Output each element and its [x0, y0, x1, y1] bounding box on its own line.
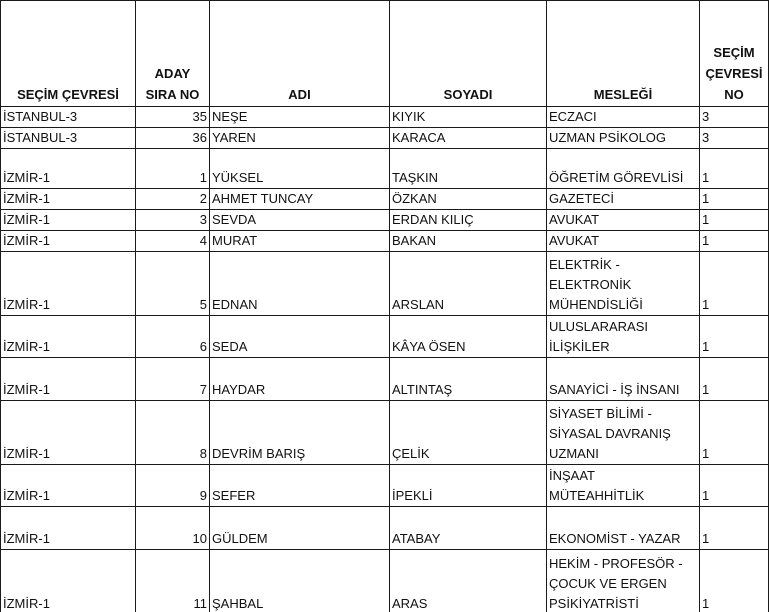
meslek-line: ELEKTRONİK: [549, 277, 632, 292]
cell-secim-cevresi[interactable]: İZMİR-1: [1, 465, 136, 507]
cell-meslegi[interactable]: [547, 550, 700, 612]
cell-secim-cevresi[interactable]: İZMİR-1: [1, 231, 136, 252]
cell-secim-cevresi-no[interactable]: 3: [700, 128, 769, 149]
meslek-line: AVUKAT: [549, 233, 600, 248]
cell-secim-cevresi[interactable]: İZMİR-1: [1, 189, 136, 210]
meslek-line: ULUSLARARASI: [549, 319, 648, 334]
cell-aday-sira-no[interactable]: 1: [136, 149, 210, 189]
cell-aday-sira-no[interactable]: 11: [136, 550, 210, 612]
cell-soyadi[interactable]: ÇELİK: [390, 401, 547, 465]
cell-aday-sira-no[interactable]: 7: [136, 358, 210, 401]
table-row: [1, 231, 769, 252]
cell-secim-cevresi-no[interactable]: 1: [700, 210, 769, 231]
meslek-line: ECZACI: [549, 109, 597, 124]
meslek-line: MÜHENDİSLİĞİ: [549, 297, 643, 312]
cell-adi[interactable]: YÜKSEL: [210, 149, 390, 189]
table-row: [1, 107, 769, 128]
cell-aday-sira-no[interactable]: 6: [136, 316, 210, 358]
cell-secim-cevresi[interactable]: İZMİR-1: [1, 252, 136, 316]
cell-secim-cevresi-no[interactable]: 1: [700, 358, 769, 401]
cell-soyadi[interactable]: KÂYA ÖSEN: [390, 316, 547, 358]
cell-aday-sira-no[interactable]: 36: [136, 128, 210, 149]
meslek-line: ÖĞRETİM GÖREVLİSİ: [549, 170, 684, 185]
table-row: [1, 149, 769, 189]
header-aday-sira-no: ADAY SIRA NO: [136, 1, 210, 107]
cell-aday-sira-no[interactable]: 4: [136, 231, 210, 252]
cell-adi[interactable]: DEVRİM BARIŞ: [210, 401, 390, 465]
cell-aday-sira-no[interactable]: 3: [136, 210, 210, 231]
cell-aday-sira-no[interactable]: 35: [136, 107, 210, 128]
header-row: [1, 1, 769, 107]
meslek-line: SİYASET BİLİMİ -: [549, 406, 652, 421]
cell-aday-sira-no[interactable]: 10: [136, 507, 210, 550]
header-meslegi: MESLEĞİ: [547, 1, 700, 107]
cell-soyadi[interactable]: KIYIK: [390, 107, 547, 128]
cell-secim-cevresi[interactable]: İSTANBUL-3: [1, 107, 136, 128]
cell-secim-cevresi[interactable]: İZMİR-1: [1, 149, 136, 189]
cell-secim-cevresi-no[interactable]: 1: [700, 316, 769, 358]
cell-soyadi[interactable]: ARSLAN: [390, 252, 547, 316]
cell-secim-cevresi[interactable]: İZMİR-1: [1, 358, 136, 401]
meslek-line: SANAYİCİ - İŞ İNSANI: [549, 382, 680, 397]
meslek-line: AVUKAT: [549, 212, 600, 227]
table-row: [1, 189, 769, 210]
cell-adi[interactable]: ŞAHBAL: [210, 550, 390, 612]
cell-adi[interactable]: MURAT: [210, 231, 390, 252]
header-soyadi: SOYADI: [390, 1, 547, 107]
cell-secim-cevresi[interactable]: İZMİR-1: [1, 210, 136, 231]
cell-soyadi[interactable]: KARACA: [390, 128, 547, 149]
meslek-line: İNŞAAT: [549, 468, 595, 483]
cell-soyadi[interactable]: ATABAY: [390, 507, 547, 550]
cell-meslegi[interactable]: [547, 316, 700, 358]
cell-meslegi[interactable]: [547, 465, 700, 507]
cell-aday-sira-no[interactable]: 2: [136, 189, 210, 210]
meslek-line: İLİŞKİLER: [549, 339, 610, 354]
meslek-line: SİYASAL DAVRANIŞ: [549, 426, 671, 441]
cell-meslegi[interactable]: [547, 210, 700, 231]
cell-meslegi[interactable]: [547, 107, 700, 128]
cell-secim-cevresi-no[interactable]: 1: [700, 252, 769, 316]
cell-adi[interactable]: GÜLDEM: [210, 507, 390, 550]
header-adi: ADI: [210, 1, 390, 107]
meslek-line: ÇOCUK VE ERGEN: [549, 576, 667, 591]
cell-meslegi[interactable]: [547, 128, 700, 149]
cell-meslegi[interactable]: [547, 189, 700, 210]
cell-adi[interactable]: HAYDAR: [210, 358, 390, 401]
cell-secim-cevresi[interactable]: İZMİR-1: [1, 507, 136, 550]
cell-meslegi[interactable]: [547, 401, 700, 465]
meslek-line: ELEKTRİK -: [549, 257, 620, 272]
table-row: [1, 210, 769, 231]
cell-meslegi[interactable]: [547, 231, 700, 252]
table-row: [1, 550, 769, 612]
cell-meslegi[interactable]: [547, 358, 700, 401]
table-row: [1, 401, 769, 465]
table-row: [1, 465, 769, 507]
cell-secim-cevresi-no[interactable]: 1: [700, 401, 769, 465]
cell-adi[interactable]: EDNAN: [210, 252, 390, 316]
cell-aday-sira-no[interactable]: 5: [136, 252, 210, 316]
cell-soyadi[interactable]: ERDAN KILIÇ: [390, 210, 547, 231]
table-row: [1, 316, 769, 358]
cell-soyadi[interactable]: BAKAN: [390, 231, 547, 252]
cell-soyadi[interactable]: TAŞKIN: [390, 149, 547, 189]
cell-secim-cevresi-no[interactable]: 1: [700, 231, 769, 252]
cell-adi[interactable]: NEŞE: [210, 107, 390, 128]
table-row: [1, 507, 769, 550]
meslek-line: EKONOMİST - YAZAR: [549, 531, 681, 546]
cell-secim-cevresi[interactable]: İSTANBUL-3: [1, 128, 136, 149]
meslek-line: UZMANI: [549, 446, 599, 461]
table-row: [1, 128, 769, 149]
cell-secim-cevresi[interactable]: İZMİR-1: [1, 401, 136, 465]
cell-secim-cevresi-no[interactable]: 1: [700, 149, 769, 189]
table-row: [1, 358, 769, 401]
cell-secim-cevresi-no[interactable]: 1: [700, 550, 769, 612]
cell-meslegi[interactable]: [547, 252, 700, 316]
cell-soyadi[interactable]: ÖZKAN: [390, 189, 547, 210]
cell-secim-cevresi-no[interactable]: 1: [700, 189, 769, 210]
cell-aday-sira-no[interactable]: 8: [136, 401, 210, 465]
cell-adi[interactable]: SEFER: [210, 465, 390, 507]
table-row: [1, 252, 769, 316]
cell-soyadi[interactable]: İPEKLİ: [390, 465, 547, 507]
cell-adi[interactable]: SEDA: [210, 316, 390, 358]
meslek-line: PSİKİYATRİSTİ: [549, 596, 639, 611]
cell-aday-sira-no[interactable]: 9: [136, 465, 210, 507]
cell-secim-cevresi-no[interactable]: 1: [700, 465, 769, 507]
cell-secim-cevresi[interactable]: İZMİR-1: [1, 550, 136, 612]
meslek-line: MÜTEAHHİTLİK: [549, 488, 645, 503]
table-body: [1, 107, 769, 612]
cell-meslegi[interactable]: [547, 507, 700, 550]
meslek-line: UZMAN PSİKOLOG: [549, 130, 667, 145]
meslek-line: GAZETECİ: [549, 191, 615, 206]
cell-adi[interactable]: YAREN: [210, 128, 390, 149]
cell-soyadi[interactable]: ARAS: [390, 550, 547, 612]
cell-adi[interactable]: AHMET TUNCAY: [210, 189, 390, 210]
cell-meslegi[interactable]: [547, 149, 700, 189]
meslek-line: HEKİM - PROFESÖR -: [549, 556, 683, 571]
header-secim-cevresi-no: SEÇİM ÇEVRESİ NO: [700, 1, 769, 107]
cell-soyadi[interactable]: ALTINTAŞ: [390, 358, 547, 401]
header-secim-cevresi: SEÇİM ÇEVRESİ: [1, 1, 136, 107]
cell-secim-cevresi-no[interactable]: 3: [700, 107, 769, 128]
cell-secim-cevresi-no[interactable]: 1: [700, 507, 769, 550]
cell-adi[interactable]: SEVDA: [210, 210, 390, 231]
cell-secim-cevresi[interactable]: İZMİR-1: [1, 316, 136, 358]
